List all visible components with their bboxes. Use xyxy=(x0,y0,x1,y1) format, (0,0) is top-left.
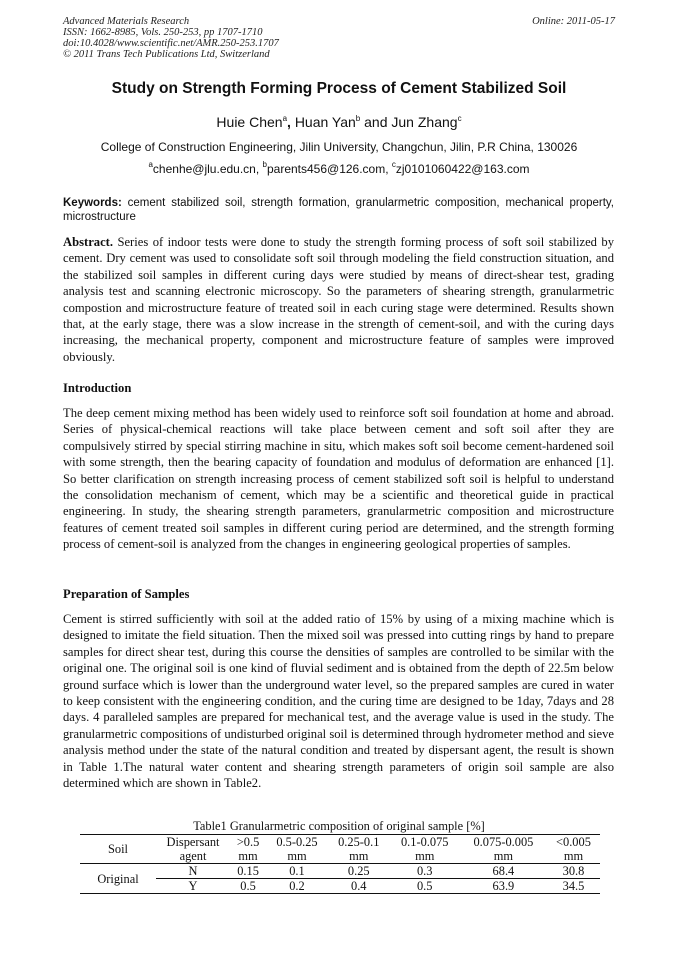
row-label-original: Original xyxy=(80,864,156,894)
issn-line: ISSN: 1662-8985, Vols. 250-253, pp 1707-1710 xyxy=(63,27,263,38)
table-unit-row xyxy=(80,849,600,864)
author-1: Huie Chen xyxy=(216,114,283,130)
header-col: <0.005 xyxy=(547,835,600,850)
author-3-mark: c xyxy=(457,114,462,123)
abstract-text: Series of indoor tests were done to study the strength forming process of soft soil stabilized by cement. Dry cement was used to consolidate soft soil through modeling the field construction situation, and the stabilized soil samples in different curing days were studied by means of direct-shear test, grading analysis test and scanning electronic microscopy. So the parameters of shearing strength, granularmetric compostion and microstructure feature of treated soil in each curing stage were determined. Results shown that, at the early stage, there was a slow increase in the strength of cement-soil, and with the curing days increasing, the mechanical property, component and microstructure feature of samples were improved obviously. xyxy=(63,235,614,364)
value-cell: 0.3 xyxy=(390,864,460,879)
header-col: >0.5 xyxy=(230,835,266,850)
online-date: Online: 2011-05-17 xyxy=(532,16,615,27)
value-cell: 68.4 xyxy=(460,864,547,879)
email-c-mark: c xyxy=(391,160,396,169)
email-c: zj0101060422@163.com xyxy=(395,162,530,176)
table-header-row xyxy=(80,835,600,850)
value-cell: 0.15 xyxy=(230,864,266,879)
unit-cell: mm xyxy=(547,849,600,864)
email-list xyxy=(0,160,678,176)
table-row xyxy=(80,879,600,894)
granularmetric-table xyxy=(80,834,600,894)
paper-title: Study on Strength Forming Process of Cement Stabilized Soil xyxy=(111,80,567,97)
journal-header xyxy=(63,16,279,60)
value-cell: 0.5 xyxy=(230,879,266,894)
author-list xyxy=(0,114,678,130)
author-3: Jun Zhang xyxy=(391,114,458,130)
value-cell: 0.1 xyxy=(266,864,328,879)
keywords-text: cement stabilized soil, strength formation, granularmetric composition, mechanical property, microstructure xyxy=(63,197,614,223)
header-col: 0.5-0.25 xyxy=(266,835,328,850)
value-cell: 0.5 xyxy=(390,879,460,894)
author-2: Huan Yan xyxy=(294,114,356,130)
table-row xyxy=(80,864,600,879)
author-separator: and xyxy=(360,114,392,130)
unit-cell: mm xyxy=(230,849,266,864)
affiliation: College of Construction Engineering, Jilin University, Changchun, Jilin, P.R China, 130026 xyxy=(100,140,578,154)
value-cell: 0.2 xyxy=(266,879,328,894)
value-cell: 0.25 xyxy=(328,864,390,879)
unit-cell: mm xyxy=(390,849,460,864)
unit-cell: mm xyxy=(460,849,547,864)
doi-line: doi:10.4028/www.scientific.net/AMR.250-253.1707 xyxy=(63,38,279,49)
header-col: 0.1-0.075 xyxy=(390,835,460,850)
agent-cell: N xyxy=(156,864,230,879)
value-cell: 30.8 xyxy=(547,864,600,879)
unit-cell: mm xyxy=(266,849,328,864)
section-title-introduction: Introduction xyxy=(63,381,132,395)
header-col: 0.075-0.005 xyxy=(460,835,547,850)
value-cell: 0.4 xyxy=(328,879,390,894)
keywords xyxy=(63,196,614,224)
email-a: chenhe@jlu.edu.cn, xyxy=(152,162,263,176)
author-2-mark: b xyxy=(355,114,361,123)
table-caption: Table1 Granularmetric composition of original sample [%] xyxy=(193,819,485,833)
value-cell: 34.5 xyxy=(547,879,600,894)
email-a-mark: a xyxy=(148,160,153,169)
value-cell: 63.9 xyxy=(460,879,547,894)
header-soil: Soil xyxy=(80,835,156,864)
unit-cell: mm xyxy=(328,849,390,864)
keywords-label: Keywords: xyxy=(63,197,122,209)
header-dispersant: Dispersant xyxy=(156,835,230,850)
introduction-text: The deep cement mixing method has been widely used to reinforce soft soil foundation at home and abroad. Series of physical-chemical reactions will take place between cement and soft soil after they are compulsively stirred by special stirring machine in situ, which makes soft soil become cement-hardened soil with some strength, then the bearing capacity of foundation and modulus of deformation are enhanced [1]. So better clarification on strength increasing process of cement stabilized soft soil is helpful to understand the consolidation mechanism of cement, which may be a scientific and theoretical guide in practical engineering. In study, the shearing strength parameters, granularmetric composition and microstructure features of cement treated soil samples in different curing period are determined, and the strength forming process of cement-soil is analyzed from the changes in engineering geological properties of samples. xyxy=(63,406,614,552)
section-title-preparation: Preparation of Samples xyxy=(63,587,190,601)
abstract xyxy=(63,234,614,365)
abstract-label: Abstract. xyxy=(63,235,114,249)
author-1-mark: a xyxy=(282,114,288,123)
email-b: parents456@126.com, xyxy=(266,162,392,176)
journal-name: Advanced Materials Research xyxy=(63,16,190,27)
email-b-mark: b xyxy=(262,160,267,169)
header-agent: agent xyxy=(156,849,230,864)
agent-cell: Y xyxy=(156,879,230,894)
copyright-line: © 2011 Trans Tech Publications Ltd, Switzerland xyxy=(63,49,270,60)
header-col: 0.25-0.1 xyxy=(328,835,390,850)
author-separator: , xyxy=(287,114,295,130)
preparation-text: Cement is stirred sufficiently with soil at the added ratio of 15% by using of a mixing machine which is designed to imitate the field situation. Then the mixed soil was pressed into cutting rings by hand to prepare samples for direct shear test, during this course the densities of samples are controlled to be similar with the original one. The original soil is one kind of fluvial sediment and is obtained from the depth of 22.5m below ground surface which is lower than the underground water level, so the prepared samples are cured in water to keep consistent with the engineering condition, and the curing time are designed to be 1day, 7days and 28 days. 4 paralleled samples are prepared for mechanical test, and the average value is used in the study. The granularmetric compositions of undisturbed original soil is determined through hydrometer method and sieve analysis method under the state of the natural condition and treated by dispersant agent, the result is shown in Table 1.The natural water content and shearing strength parameters of origin soil sample are also determined which are shown in Table2. xyxy=(63,612,614,791)
